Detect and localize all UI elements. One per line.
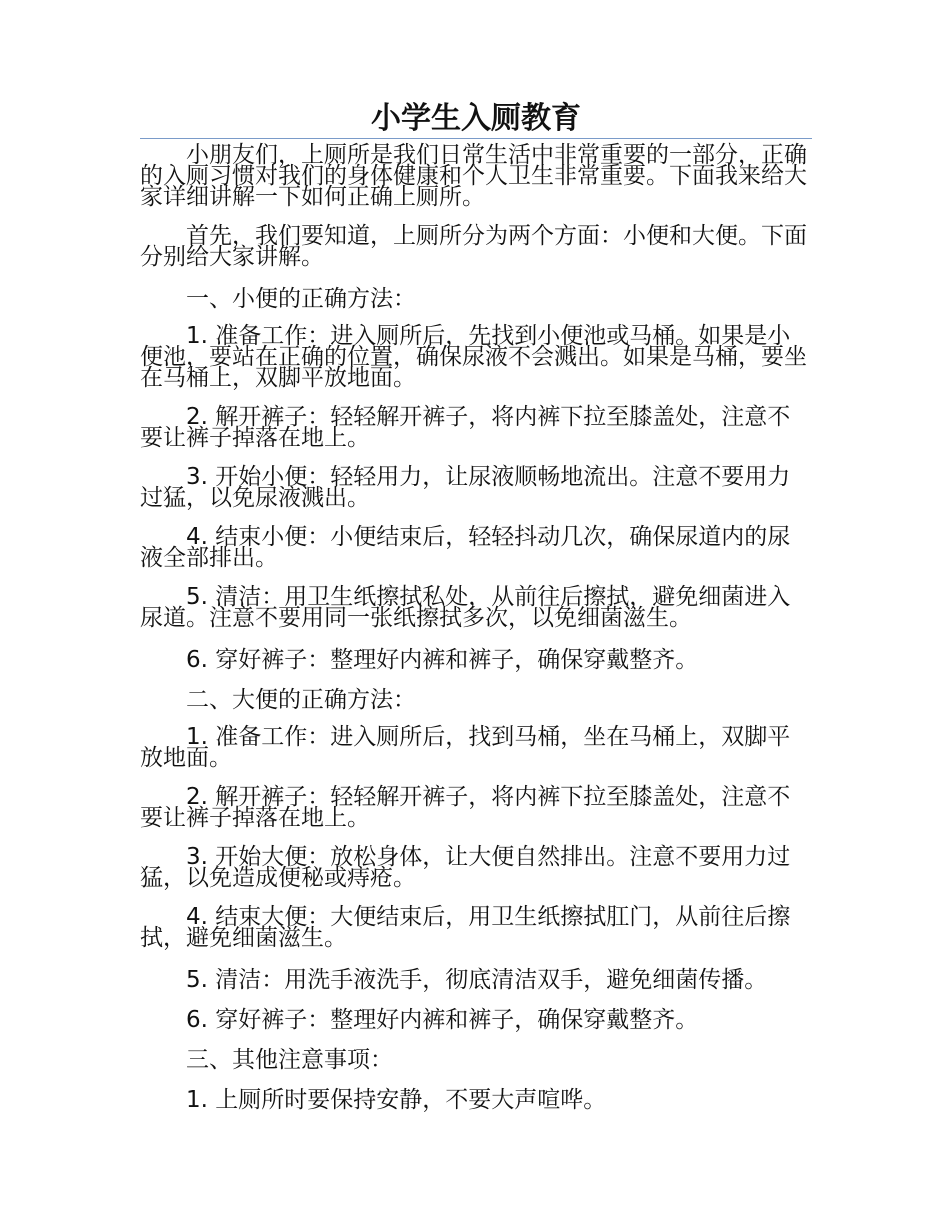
defecation-step-2: 2. 解开裤子：轻轻解开裤子，将内裤下拉至膝盖处，注意不要让裤子掉落在地上。 xyxy=(140,784,791,831)
urination-step-4: 4. 结束小便：小便结束后，轻轻抖动几次，确保尿道内的尿液全部排出。 xyxy=(140,524,791,571)
document-page xyxy=(140,100,812,1127)
section-heading-defecation: 二、大便的正确方法： xyxy=(186,687,416,713)
paragraph-intro: 小朋友们，上厕所是我们日常生活中非常重要的一部分，正确的入厕习惯对我们的身体健康和个人卫生非常重要。下面我来给大家详细讲解一下如何正确上厕所。 xyxy=(140,142,807,210)
paragraph-overview: 首先，我们要知道，上厕所分为两个方面：小便和大便。下面分别给大家讲解。 xyxy=(140,223,807,270)
urination-step-3: 3. 开始小便：轻轻用力，让尿液顺畅地流出。注意不要用力过猛，以免尿液溅出。 xyxy=(140,464,791,511)
defecation-step-4: 4. 结束大便：大便结束后，用卫生纸擦拭肛门，从前往后擦拭，避免细菌滋生。 xyxy=(140,904,791,951)
urination-step-1: 1. 准备工作：进入厕所后，先找到小便池或马桶。如果是小便池，要站在正确的位置，确保尿液不会溅出。如果是马桶，要坐在马桶上，双脚平放地面。 xyxy=(140,323,807,391)
defecation-step-1: 1. 准备工作：进入厕所后，找到马桶，坐在马桶上，双脚平放地面。 xyxy=(140,724,791,771)
urination-step-6: 6. 穿好裤子：整理好内裤和裤子，确保穿戴整齐。 xyxy=(186,647,699,673)
document-title: 小学生入厕教育 xyxy=(371,101,581,136)
section-heading-notes: 三、其他注意事项： xyxy=(186,1047,393,1073)
defecation-step-3: 3. 开始大便：放松身体，让大便自然排出。注意不要用力过猛，以免造成便秘或痔疮。 xyxy=(140,844,791,891)
defecation-step-5: 5. 清洁：用洗手液洗手，彻底清洁双手，避免细菌传播。 xyxy=(186,967,768,993)
defecation-step-6: 6. 穿好裤子：整理好内裤和裤子，确保穿戴整齐。 xyxy=(186,1007,699,1033)
title-underline xyxy=(140,138,812,139)
urination-step-5: 5. 清洁：用卫生纸擦拭私处，从前往后擦拭，避免细菌进入尿道。注意不要用同一张纸擦拭多次，以免细菌滋生。 xyxy=(140,584,791,631)
section-heading-urination: 一、小便的正确方法： xyxy=(186,286,416,312)
urination-step-2: 2. 解开裤子：轻轻解开裤子，将内裤下拉至膝盖处，注意不要让裤子掉落在地上。 xyxy=(140,404,791,451)
note-1: 1. 上厕所时要保持安静，不要大声喧哗。 xyxy=(186,1087,607,1113)
